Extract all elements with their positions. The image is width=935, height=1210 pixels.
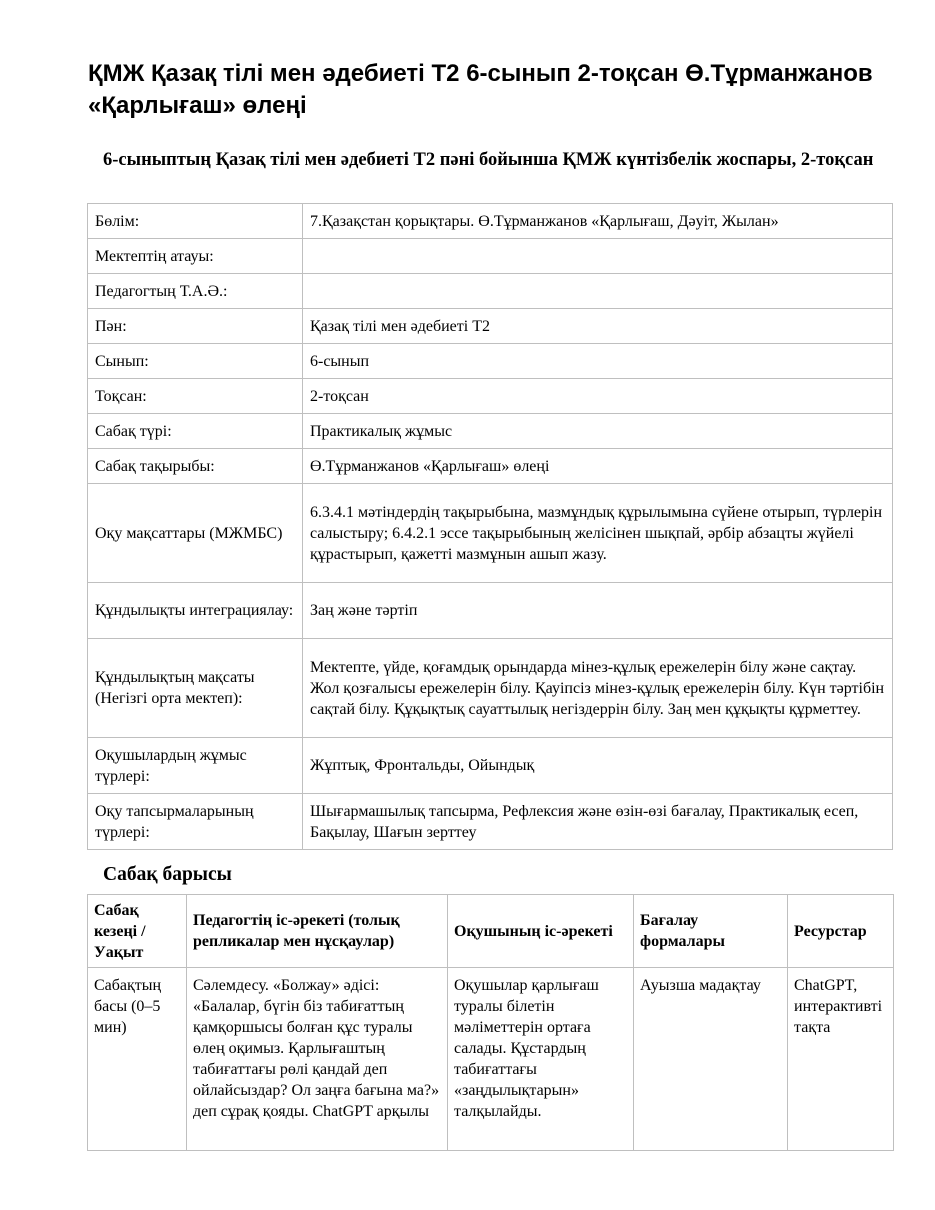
lesson-cell: Оқушылар қарлығаш туралы білетін мәліметтерін ортаға салады. Құстардың табиғаттағы «заңдылықтарын» талқылайды. (448, 968, 634, 1151)
info-key: Сабақ түрі: (88, 414, 303, 449)
lesson-section-title: Сабақ барысы (103, 864, 232, 885)
info-table (87, 203, 893, 850)
info-row (88, 738, 893, 794)
info-key: Сынып: (88, 344, 303, 379)
lesson-header-cell: Оқушының іс-әрекеті (448, 895, 634, 968)
info-value: 6-сынып (303, 344, 893, 379)
info-key: Құндылықтың мақсаты (Негізгі орта мектеп): (88, 639, 303, 738)
lesson-cell: Ауызша мадақтау (634, 968, 788, 1151)
lesson-header-row (88, 895, 894, 968)
info-value: Ө.Тұрманжанов «Қарлығаш» өлеңі (303, 449, 893, 484)
info-row (88, 794, 893, 850)
info-key: Оқу мақсаттары (МЖМБС) (88, 484, 303, 583)
info-value: Шығармашылық тапсырма, Рефлексия және өзін-өзі бағалау, Практикалық есеп, Бақылау, Шағын зерттеу (303, 794, 893, 850)
info-row (88, 414, 893, 449)
lesson-row (88, 968, 894, 1151)
lesson-cell: Сәлемдесу. «Болжау» әдісі: «Балалар, бүгін біз табиғаттың қамқоршысы болған құс туралы өлең оқимыз. Қарлығаштың табиғаттағы рөлі қандай деп ойлайсыздар? Ол заңға бағына ма?» деп сұрақ қояды. ChatGPT арқылы (187, 968, 448, 1151)
info-value: Мектепте, үйде, қоғамдық орындарда мінез-құлық ережелерін білу және сақтау. Жол қозғалысы ережелерін білу. Қауіпсіз мінез-құлық ережелерін білу. Күн тәртібін сақтай білу. Құқықтық сауаттылық негіздеррін білу. Заң мен құқықты құрметтеу. (303, 639, 893, 738)
info-row (88, 344, 893, 379)
lesson-header-cell: Сабақ кезеңі / Уақыт (88, 895, 187, 968)
info-value: Заң және тәртіп (303, 583, 893, 639)
info-key: Бөлім: (88, 204, 303, 239)
info-value (303, 239, 893, 274)
info-key: Пән: (88, 309, 303, 344)
info-key: Сабақ тақырыбы: (88, 449, 303, 484)
info-value: 7.Қазақстан қорықтары. Ө.Тұрманжанов «Қарлығаш, Дәуіт, Жылан» (303, 204, 893, 239)
info-value: 2-тоқсан (303, 379, 893, 414)
document-title: ҚМЖ Қазақ тілі мен әдебиеті Т2 6-сынып 2-тоқсан Ө.Тұрманжанов «Қарлығаш» өлеңі (88, 60, 873, 119)
lesson-cell: Сабақтың басы (0–5 мин) (88, 968, 187, 1151)
info-key: Құндылықты интеграциялау: (88, 583, 303, 639)
lesson-cell: ChatGPT, интерактивті тақта (788, 968, 894, 1151)
info-value: 6.3.4.1 мәтіндердің тақырыбына, мазмұндық құрылымына сүйене отырып, түрлерін салыстыру; 6.4.2.1 эссе тақырыбының желісінен шықпай, әрбір абзацты жүйелі құрастырып, қажетті мазмұнын ашып жазу. (303, 484, 893, 583)
lesson-header-cell: Бағалау формалары (634, 895, 788, 968)
info-row (88, 309, 893, 344)
info-row (88, 639, 893, 738)
info-key: Педагогтың Т.А.Ә.: (88, 274, 303, 309)
info-value (303, 274, 893, 309)
lesson-header-cell: Педагогтің іс-әрекеті (толық репликалар мен нұсқаулар) (187, 895, 448, 968)
info-key: Тоқсан: (88, 379, 303, 414)
info-row (88, 239, 893, 274)
info-value: Жұптық, Фронтальды, Ойындық (303, 738, 893, 794)
info-row (88, 583, 893, 639)
lesson-table (87, 894, 894, 1151)
info-row (88, 379, 893, 414)
info-row (88, 204, 893, 239)
info-value: Қазақ тілі мен әдебиеті Т2 (303, 309, 893, 344)
info-row (88, 274, 893, 309)
info-row (88, 449, 893, 484)
lesson-header-cell: Ресурстар (788, 895, 894, 968)
info-key: Мектептің атауы: (88, 239, 303, 274)
info-key: Оқу тапсырмаларының түрлері: (88, 794, 303, 850)
info-value: Практикалық жұмыс (303, 414, 893, 449)
plan-subtitle: 6-сыныптың Қазақ тілі мен әдебиеті Т2 пәні бойынша ҚМЖ күнтізбелік жоспары, 2-тоқсан (103, 150, 874, 170)
info-row (88, 484, 893, 583)
info-key: Оқушылардың жұмыс түрлері: (88, 738, 303, 794)
